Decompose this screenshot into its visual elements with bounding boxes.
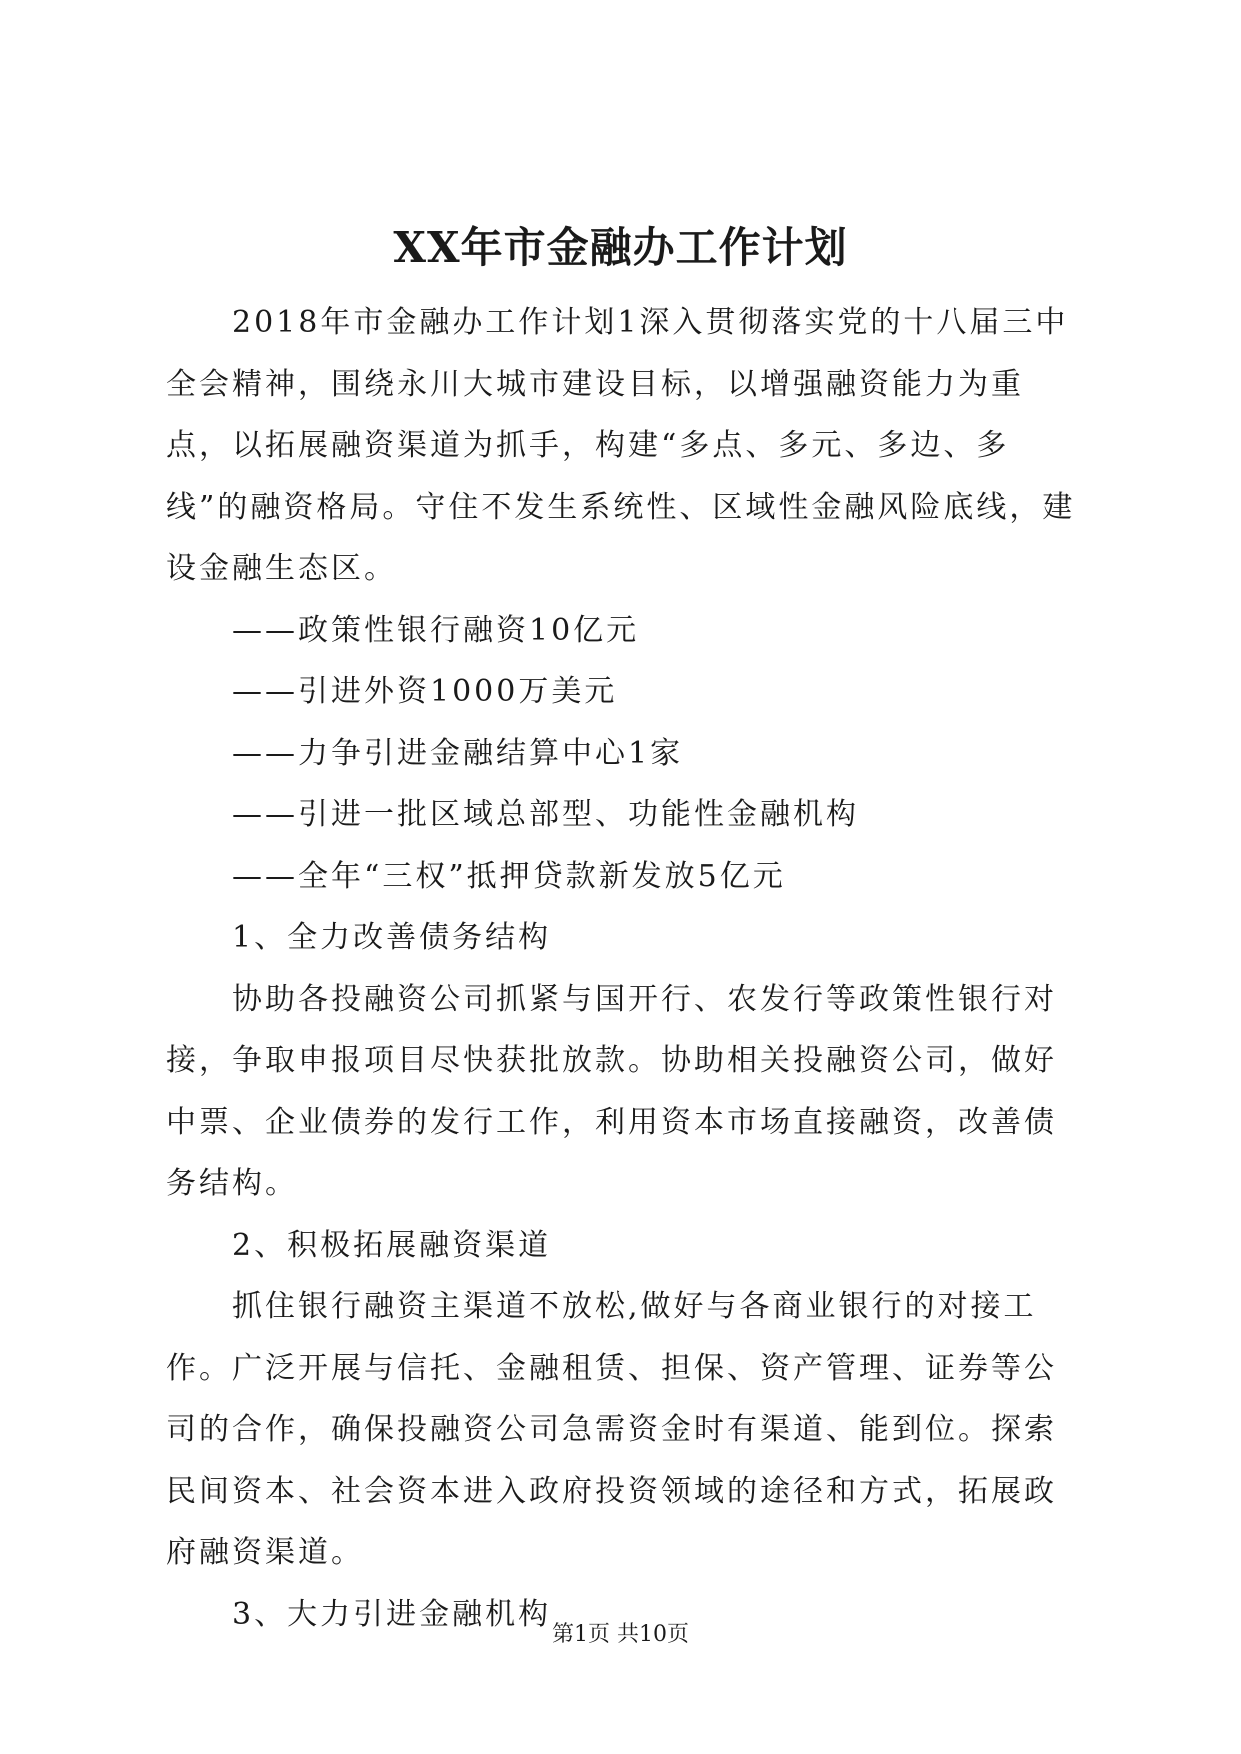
section-heading-3: 3、大力引进金融机构 bbox=[232, 1596, 552, 1632]
section-body-2: 抓住银行融资主渠道不放松,做好与各商业银行的对接工作。广泛开展与信托、金融租赁、担保、资产管理、证券等公司的合作，确保投融资公司急需资金时有渠道、能到位。探索民间资本、社会资本进入政府投资领域的途径和方式，拓展政府融资渠道。 bbox=[166, 1289, 1057, 1570]
page-footer: 第1页 共10页 bbox=[552, 1622, 689, 1647]
target-item-policy-bank-financing: ——政策性银行融资10亿元 bbox=[232, 612, 640, 648]
section-heading-1: 1、全力改善债务结构 bbox=[232, 920, 552, 955]
target-item-financial-institutions: ——引进一批区域总部型、功能性金融机构 bbox=[232, 797, 859, 832]
document-body bbox=[166, 292, 1086, 1645]
target-item-settlement-center: ——力争引进金融结算中心1家 bbox=[232, 735, 684, 771]
section-heading-2: 2、积极拓展融资渠道 bbox=[232, 1227, 552, 1263]
target-item-mortgage-loans: ——全年“三权”抵押贷款新发放5亿元 bbox=[232, 858, 786, 894]
target-item-foreign-investment: ——引进外资1000万美元 bbox=[232, 674, 618, 709]
paragraph-intro: 2018年市金融办工作计划1深入贯彻落实党的十八届三中全会精神，围绕永川大城市建设目标，以增强融资能力为重点，以拓展融资渠道为抓手，构建“多点、多元、多边、多线”的融资格局。守住不发生系统性、区域性金融风险底线，建设金融生态区。 bbox=[166, 305, 1076, 586]
document-title: XX年市金融办工作计划 bbox=[393, 223, 848, 272]
section-body-1: 协助各投融资公司抓紧与国开行、农发行等政策性银行对接，争取申报项目尽快获批放款。协助相关投融资公司，做好中票、企业债券的发行工作，利用资本市场直接融资，改善债务结构。 bbox=[166, 981, 1057, 1201]
